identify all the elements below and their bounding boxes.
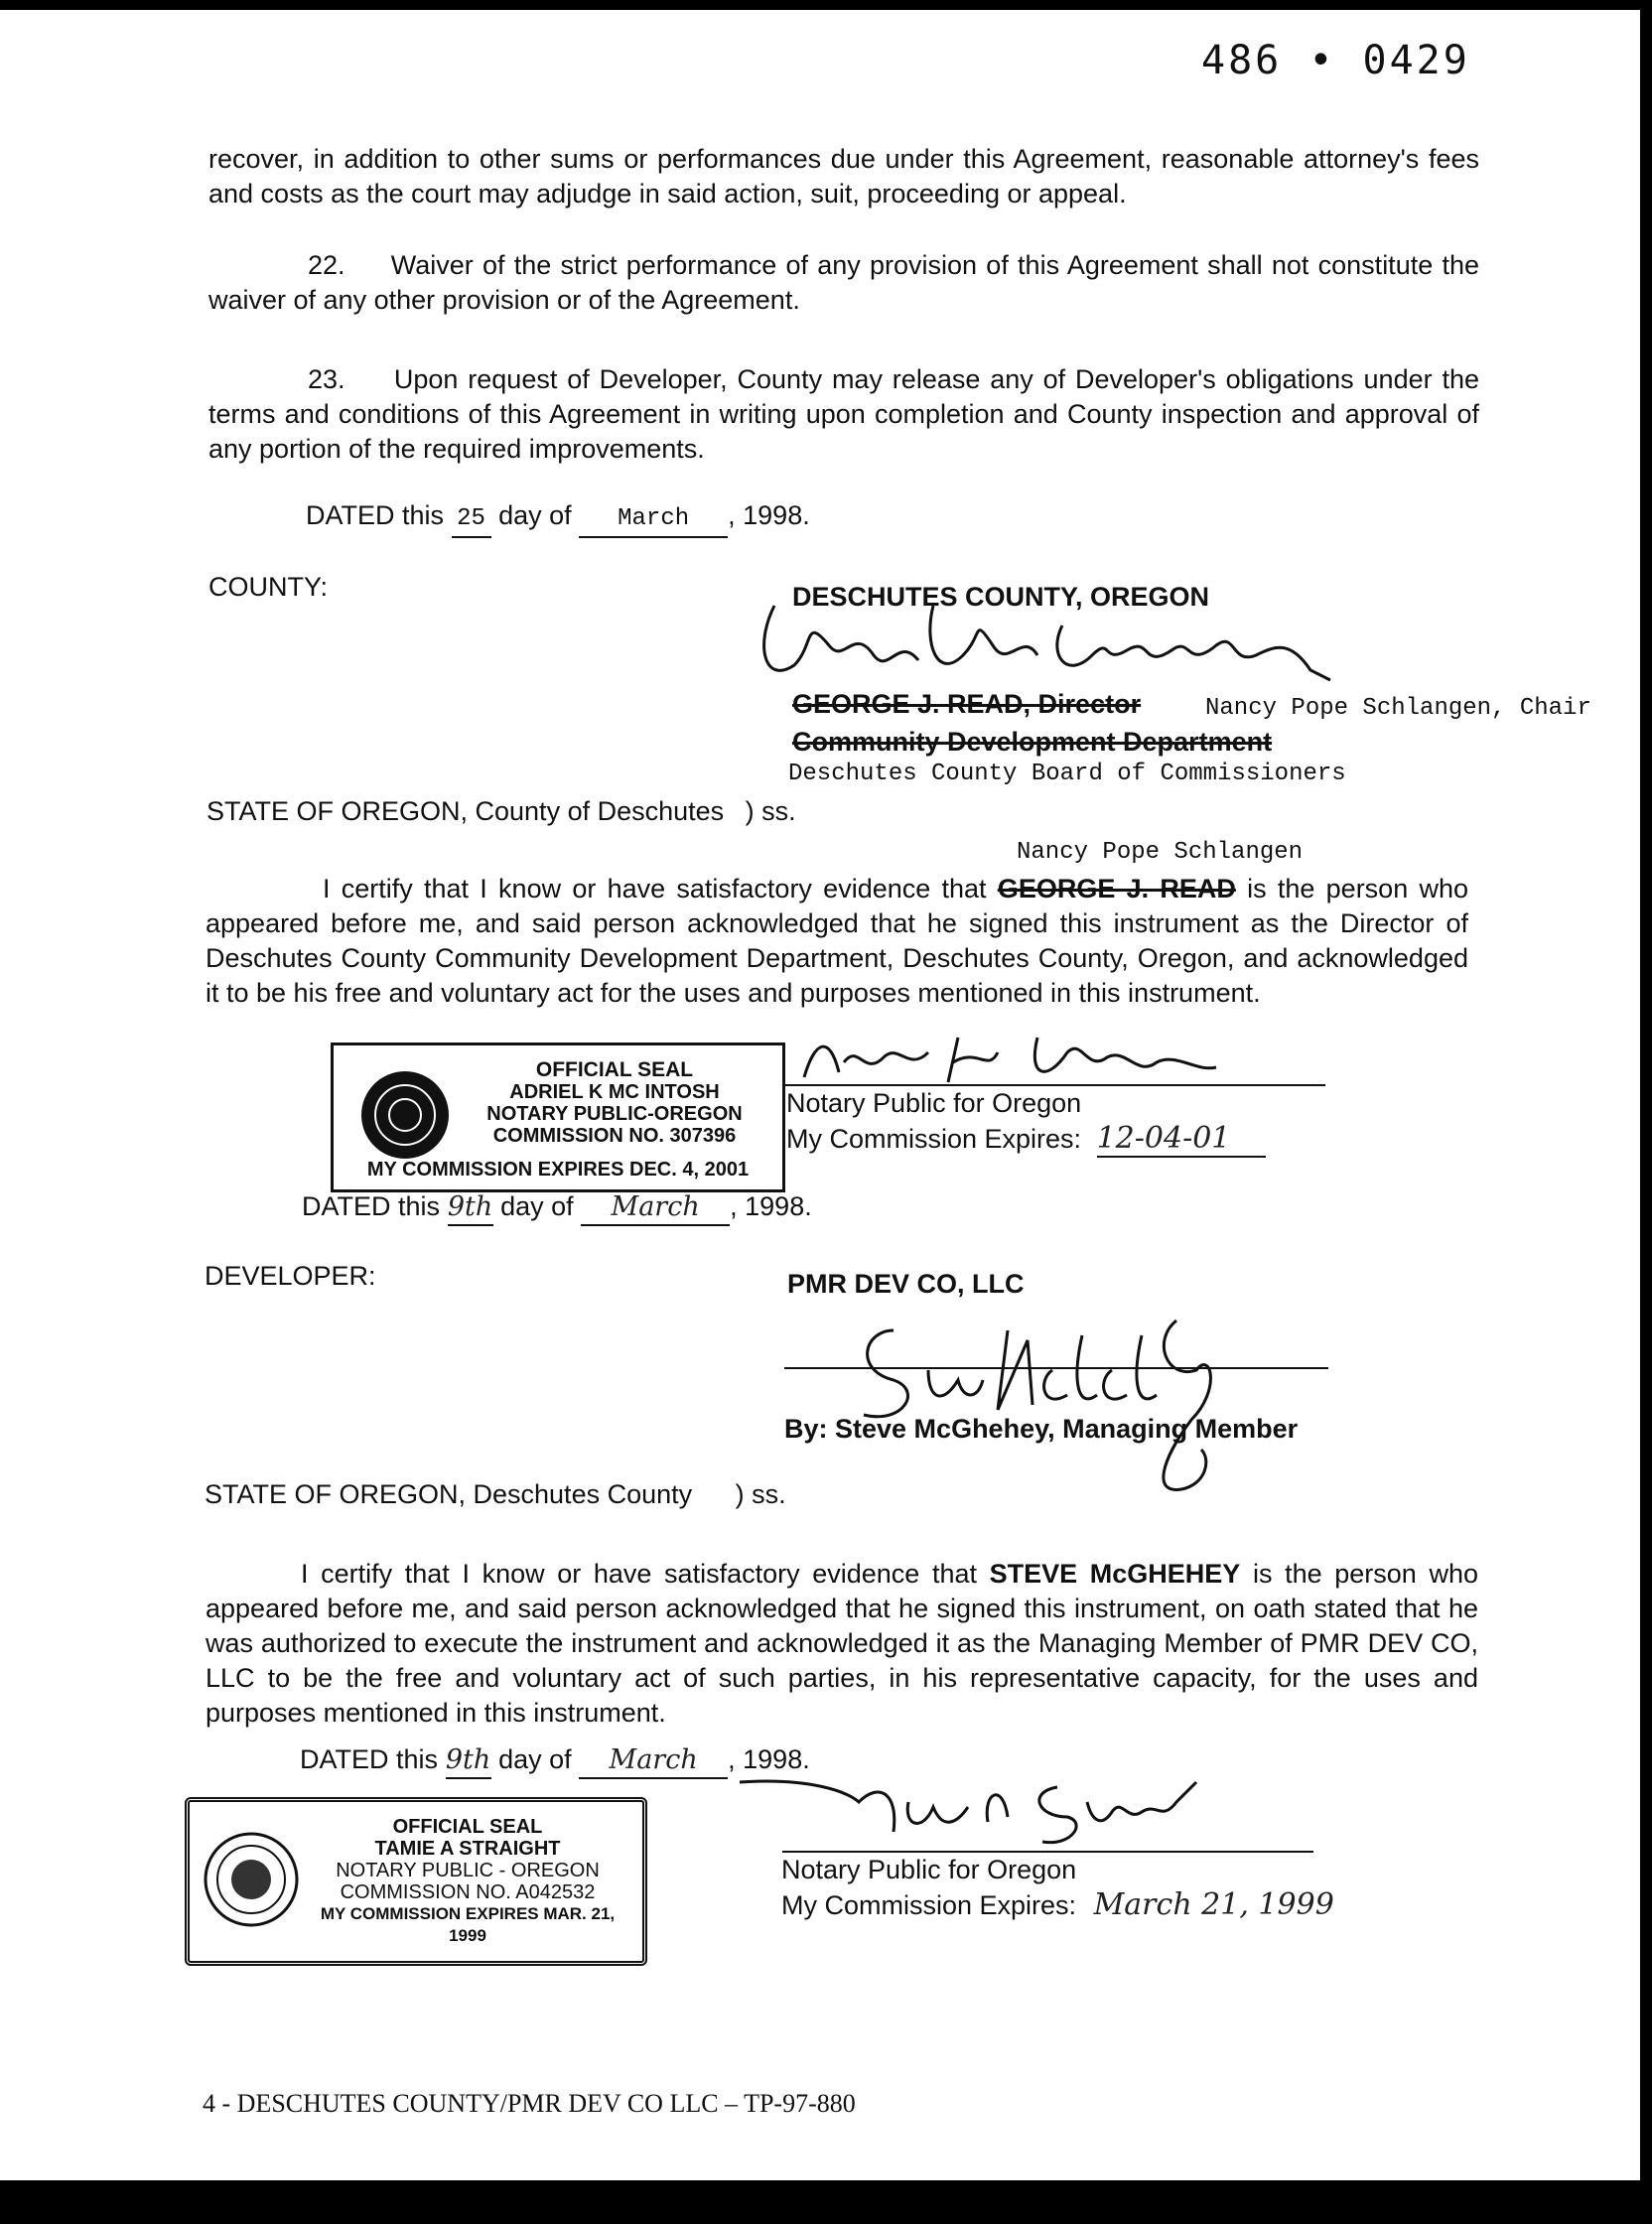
notary-signature-straight [730, 1762, 1206, 1852]
paragraph-22-text: Waiver of the strict performance of any provision of this Agreement shall not constitute the waiver of any other provision or of the Agreement. [208, 250, 1479, 315]
inserted-signer-name: Nancy Pope Schlangen [1017, 839, 1304, 866]
developer-signer: By: Steve McGhehey, Managing Member [784, 1414, 1299, 1444]
notary-title-1: Notary Public for Oregon [786, 1088, 1082, 1118]
struck-department: Community Development Department [792, 727, 1273, 757]
official-seal-mcintosh: OFFICIAL SEAL ADRIEL K MC INTOSH NOTARY PUBLIC-OREGON COMMISSION NO. 307396 MY COMMISSION EXPIRES DEC. 4, 2001 [331, 1042, 785, 1192]
seal-1-text: OFFICIAL SEAL ADRIEL K MC INTOSH NOTARY PUBLIC-OREGON COMMISSION NO. 307396 [486, 1058, 743, 1147]
developer-org-name: PMR DEV CO, LLC [787, 1269, 1025, 1299]
certification-county: I certify that I know or have satisfactory evidence that GEORGE J. READ is the person who appeared before me, and said person acknowledged that he signed this instrument as the Director of Deschutes County Community Development Department, Deschutes County, Oregon, and acknowledged it to be his free and voluntary act for the uses and purposes mentioned in this instrument. [206, 874, 1468, 1008]
paragraph-23-text: Upon request of Developer, County may release any of Developer's obligations under the terms and conditions of this Agreement in writing upon completion and County inspection and approval of any portion of the required improvements. [208, 364, 1479, 464]
commission-expires-1: My Commission Expires: 12-04-01 [786, 1121, 1266, 1158]
struck-certified-name: GEORGE J. READ [997, 874, 1236, 904]
certification-developer: I certify that I know or have satisfactory evidence that STEVE McGHEHEY is the person who appeared before me, and said person acknowledged that he signed this instrument, on oath stated that he was authorized to execute the instrument and acknowledged it as the Managing Member of PMR DEV CO, LLC to be the free and voluntary act of such parties, in his representative capacity, for the uses and purposes mentioned in this instrument. [206, 1559, 1478, 1728]
struck-signer-name: GEORGE J. READ, Director [792, 689, 1142, 719]
county-signature [735, 586, 1370, 695]
paragraph-22 [208, 248, 1479, 318]
dated-day-field: 25 [452, 501, 491, 538]
county-org-name: DESCHUTES COUNTY, OREGON [792, 582, 1210, 612]
paragraph-23-number: 23. [308, 364, 345, 394]
county-label: COUNTY: [208, 572, 329, 602]
dated-month-field: March [579, 501, 728, 538]
state-venue-county: STATE OF OREGON, County of Deschutes ) ss. [206, 796, 796, 826]
page-footer: 4 - DESCHUTES COUNTY/PMR DEV CO LLC – TP-97-880 [203, 2089, 856, 2118]
notary-signature-mcintosh [789, 1023, 1226, 1092]
scan-border-top [0, 0, 1652, 10]
certified-name-developer: STEVE McGHEHEY [989, 1559, 1241, 1589]
paragraph-23 [208, 362, 1479, 467]
developer-label: DEVELOPER: [205, 1261, 376, 1291]
state-venue-developer: STATE OF OREGON, Deschutes County ) ss. [205, 1479, 786, 1509]
commission-expires-value-1: 12-04-01 [1097, 1121, 1266, 1158]
seal-2-text: OFFICIAL SEAL TAMIE A STRAIGHT NOTARY PUBLIC - OREGON COMMISSION NO. A042532 MY COMMISSION EXPIRES MAR. 21, 1999 [320, 1816, 616, 1945]
commission-expires-2: My Commission Expires: March 21, 1999 [781, 1887, 1334, 1922]
state-seal-emblem [202, 1830, 301, 1929]
scan-border-right [1640, 0, 1652, 2224]
scan-border-bottom [0, 2180, 1652, 2224]
paragraph-21-continuation: recover, in addition to other sums or performances due under this Agreement, reasonable attorney's fees and costs as the court may adjudge in said action, suit, proceeding or appeal. [208, 144, 1479, 208]
notary-title-2: Notary Public for Oregon [781, 1855, 1077, 1884]
developer-signature-line [784, 1367, 1328, 1369]
commission-expires-value-2: March 21, 1999 [1093, 1887, 1334, 1922]
state-seal-emblem [359, 1069, 451, 1161]
typed-board-name: Deschutes County Board of Commissioners [788, 761, 1346, 787]
developer-signature [834, 1311, 1271, 1499]
dated-line-developer-notary: DATED this 9th day of March , 1998. [300, 1742, 810, 1779]
document-number: 486 • 0429 [1201, 38, 1470, 83]
typed-signer-name: Nancy Pope Schlangen, Chair [1205, 695, 1591, 722]
dated-line-county: DATED this 25 day of March , 1998. [306, 498, 810, 538]
official-seal-straight [185, 1797, 647, 1966]
dated-line-county-notary: DATED this 9th day of March , 1998. [302, 1189, 812, 1226]
paragraph-22-number: 22. [308, 250, 345, 280]
